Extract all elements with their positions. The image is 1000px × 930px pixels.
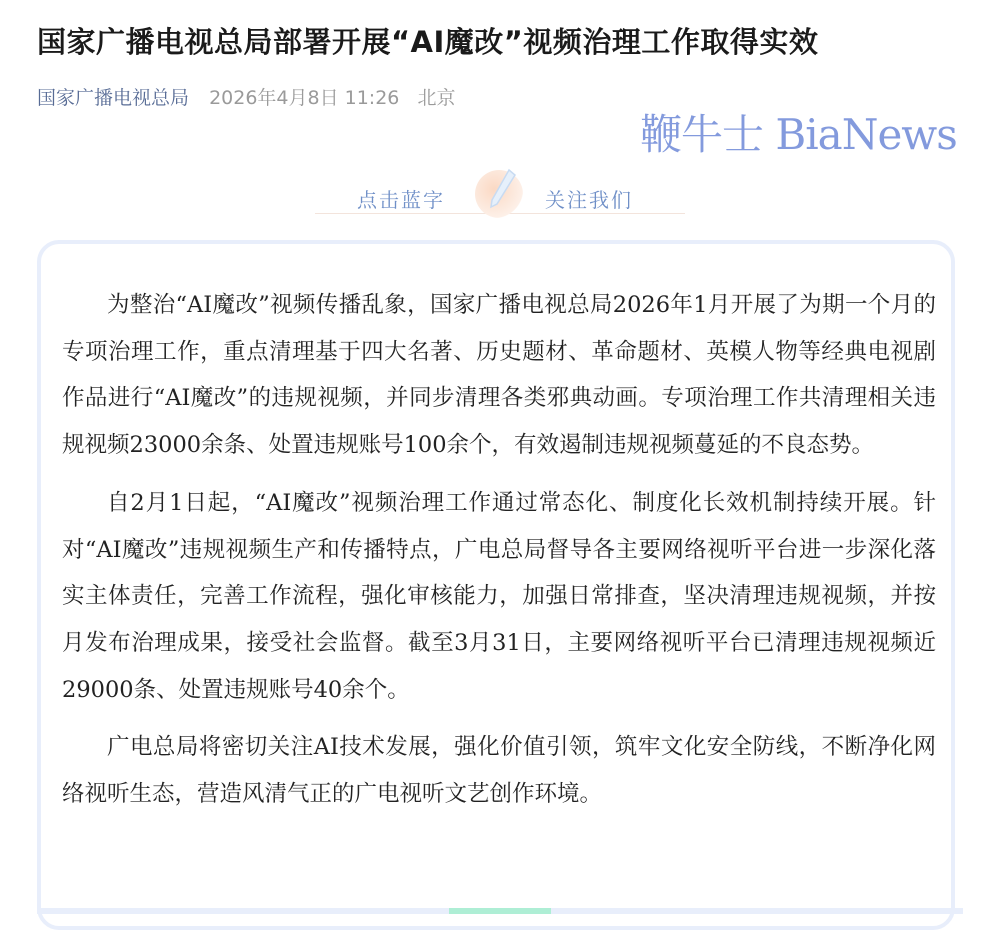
follow-banner[interactable] <box>315 170 685 214</box>
follow-right-text: 关注我们 <box>545 188 633 212</box>
bottom-bar <box>37 908 963 914</box>
follow-left-text: 点击蓝字 <box>357 188 445 212</box>
article-source-link[interactable]: 国家广播电视总局 <box>37 87 190 109</box>
article-meta <box>37 83 455 110</box>
paragraph: 自2月1日起，“AI魔改”视频治理工作通过常态化、制度化长效机制持续开展。针对“AI魔改”违规视频生产和传播特点，广电总局督导各主要网络视听平台进一步深化落实主体责任，完善工作流程，强化审核能力，加强日常排查，坚决清理违规视频，并按月发布治理成果，接受社会监督。截至3月31日，主要网络视听平台已清理违规视频近29000条、处置违规账号40余个。 <box>62 489 936 703</box>
article-date: 2026年4月8日 11:26 <box>209 87 400 109</box>
paragraph: 广电总局将密切关注AI技术发展，强化价值引领，筑牢文化安全防线，不断净化网络视听生态，营造风清气正的广电视听文艺创作环境。 <box>62 734 936 808</box>
article-title: 国家广播电视总局部署开展“AI魔改”视频治理工作取得实效 <box>37 25 819 59</box>
watermark: 鞭牛士 BiaNews <box>640 110 957 159</box>
bottom-bar-accent <box>449 908 551 914</box>
pen-icon <box>475 170 523 218</box>
article-body <box>62 282 936 829</box>
article-location: 北京 <box>417 87 456 109</box>
paragraph: 为整治“AI魔改”视频传播乱象，国家广播电视总局2026年1月开展了为期一个月的专项治理工作，重点清理基于四大名著、历史题材、革命题材、英模人物等经典电视剧作品进行“AI魔改”的违规视频，并同步清理各类邪典动画。专项治理工作共清理相关违规视频23000余条、处置违规账号100余个，有效遏制违规视频蔓延的不良态势。 <box>62 292 936 459</box>
